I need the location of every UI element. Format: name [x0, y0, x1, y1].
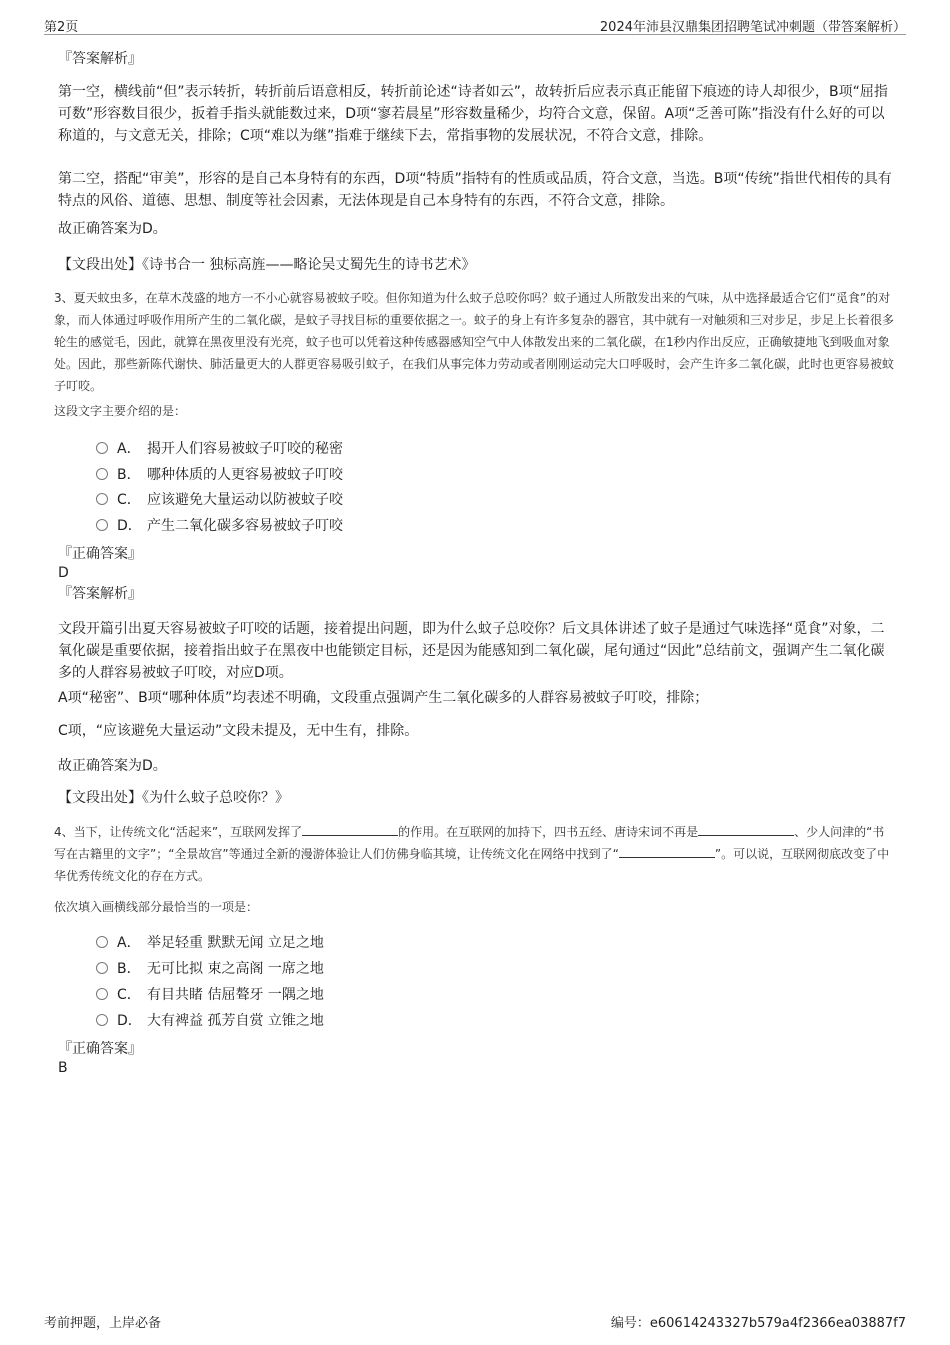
document-code: 编号：e60614243327b579a4f2366ea03887f7: [610, 1316, 906, 1331]
option-a[interactable]: A． 揭开人们容易被蚊子叮咬的秘密: [96, 438, 343, 460]
radio-icon[interactable]: [96, 962, 108, 974]
radio-icon[interactable]: [96, 519, 108, 531]
footer-slogan: 考前押题，上岸必备: [44, 1316, 162, 1331]
question-stem: 4、当下，让传统文化“活起来”，互联网发挥了 的作用。在互联网的加持下，四书五经、唐诗宋词不再是 、少人问津的“书写在古籍里的文字”；“全景故宫”等通过全新的漫游体验让人们仿佛身临其境，让传统文化在网络中找到了“ ”。可以说，互联网彻底改变了中华优秀传统文化的存在方式。: [54, 821, 894, 887]
analysis-paragraph: C项，“应该避免大量运动”文段未提及，无中生有，排除。: [58, 723, 419, 739]
answer-label: 『正确答案』: [58, 1041, 142, 1057]
source-citation: 【文段出处】《为什么蚊子总咬你？》: [58, 790, 289, 806]
fill-blank-1: [302, 821, 398, 836]
page-header: [44, 14, 906, 35]
question-stem: 3、夏天蚊虫多，在草木茂盛的地方一不小心就容易被蚊子咬。但你知道为什么蚊子总咬你吗？蚊子通过人所散发出来的气味，从中选择最适合它们“觅食”的对象，而人体通过呼吸作用所产生的二氧化碳，是蚊子寻找目标的重要依据之一。蚊子的身上有许多复杂的器官，其中就有一对触须和三对步足，步足上长着很多轮生的感觉毛，因此，就算在黑夜里没有光亮，蚊子也可以凭着这种传感器感知空气中人体散发出来的二氧化碳，在1秒内作出反应，正确敏捷地飞到吸血对象处。因此，那些新陈代谢快、肺活量更大的人群更容易吸引蚊子，在我们从事完体力劳动或者刚刚运动完大口呼吸时，会产生许多二氧化碳，此时也更容易被蚊子叮咬。: [54, 291, 895, 393]
option-c[interactable]: C． 应该避免大量运动以防被蚊子咬: [96, 489, 343, 511]
question-prompt: 依次填入画横线部分最恰当的一项是：: [54, 900, 259, 914]
radio-icon[interactable]: [96, 442, 108, 454]
option-b[interactable]: B． 无可比拟 束之高阁 一席之地: [96, 958, 324, 980]
fill-blank-3: [619, 843, 715, 858]
analysis-paragraph: 文段开篇引出夏天容易被蚊子叮咬的话题，接着提出问题，即为什么蚊子总咬你？后文具体讲述了蚊子是通过气味选择“觅食”对象，二氧化碳是重要依据，接着指出蚊子在黑夜中也能锁定目标，还是因为能感知到二氧化碳，尾句通过“因此”总结前文，强调产生二氧化碳多的人群容易被蚊子叮咬，对应D项。: [58, 621, 885, 681]
radio-icon[interactable]: [96, 468, 108, 480]
correct-answer: D: [58, 565, 69, 581]
answer-label: 『正确答案』: [58, 546, 142, 562]
option-c[interactable]: C． 有目共睹 佶屈聱牙 一隅之地: [96, 984, 324, 1006]
option-d[interactable]: D． 大有裨益 孤芳自赏 立锥之地: [96, 1010, 324, 1032]
option-d[interactable]: D． 产生二氧化碳多容易被蚊子叮咬: [96, 515, 343, 537]
analysis-paragraph: 第一空，横线前“但”表示转折，转折前后语意相反，转折前论述“诗者如云”，故转折后应表示真正能留下痕迹的诗人却很少，B项“屈指可数”形容数目很少，扳着手指头就能数过来，D项“寥若晨星”形容数量稀少，均符合文意，保留。A项“乏善可陈”指没有什么好的可以称道的，与文意无关，排除；C项“难以为继”指难于继续下去，常指事物的发展状况，不符合文意，排除。: [58, 84, 888, 144]
analysis-label: 『答案解析』: [58, 586, 142, 602]
analysis-paragraph: A项“秘密”、B项“哪种体质”均表述不明确，文段重点强调产生二氧化碳多的人群容易被蚊子叮咬，排除；: [58, 690, 709, 706]
correct-answer: B: [58, 1060, 68, 1076]
question-prompt: 这段文字主要介绍的是：: [54, 404, 187, 418]
analysis-conclusion: 故正确答案为D。: [58, 221, 167, 237]
radio-icon[interactable]: [96, 1014, 108, 1026]
analysis-paragraph: 第二空，搭配“审美”，形容的是自己本身特有的东西，D项“特质”指特有的性质或品质，符合文意，当选。B项“传统”指世代相传的具有特点的风俗、道德、思想、制度等社会因素，无法体现是自己本身特有的东西，不符合文意，排除。: [58, 171, 892, 209]
option-b[interactable]: B． 哪种体质的人更容易被蚊子叮咬: [96, 464, 343, 486]
option-a[interactable]: A． 举足轻重 默默无闻 立足之地: [96, 932, 324, 954]
radio-icon[interactable]: [96, 936, 108, 948]
page-number: 第2页: [44, 20, 79, 35]
radio-icon[interactable]: [96, 493, 108, 505]
source-citation: 【文段出处】《诗书合一 独标高旌——略论吴丈蜀先生的诗书艺术》: [58, 257, 476, 273]
fill-blank-2: [698, 821, 794, 836]
analysis-label: 『答案解析』: [58, 51, 142, 67]
analysis-conclusion: 故正确答案为D。: [58, 758, 167, 774]
document-title: 2024年沛县汉鼎集团招聘笔试冲刺题（带答案解析）: [599, 20, 906, 35]
radio-icon[interactable]: [96, 988, 108, 1000]
